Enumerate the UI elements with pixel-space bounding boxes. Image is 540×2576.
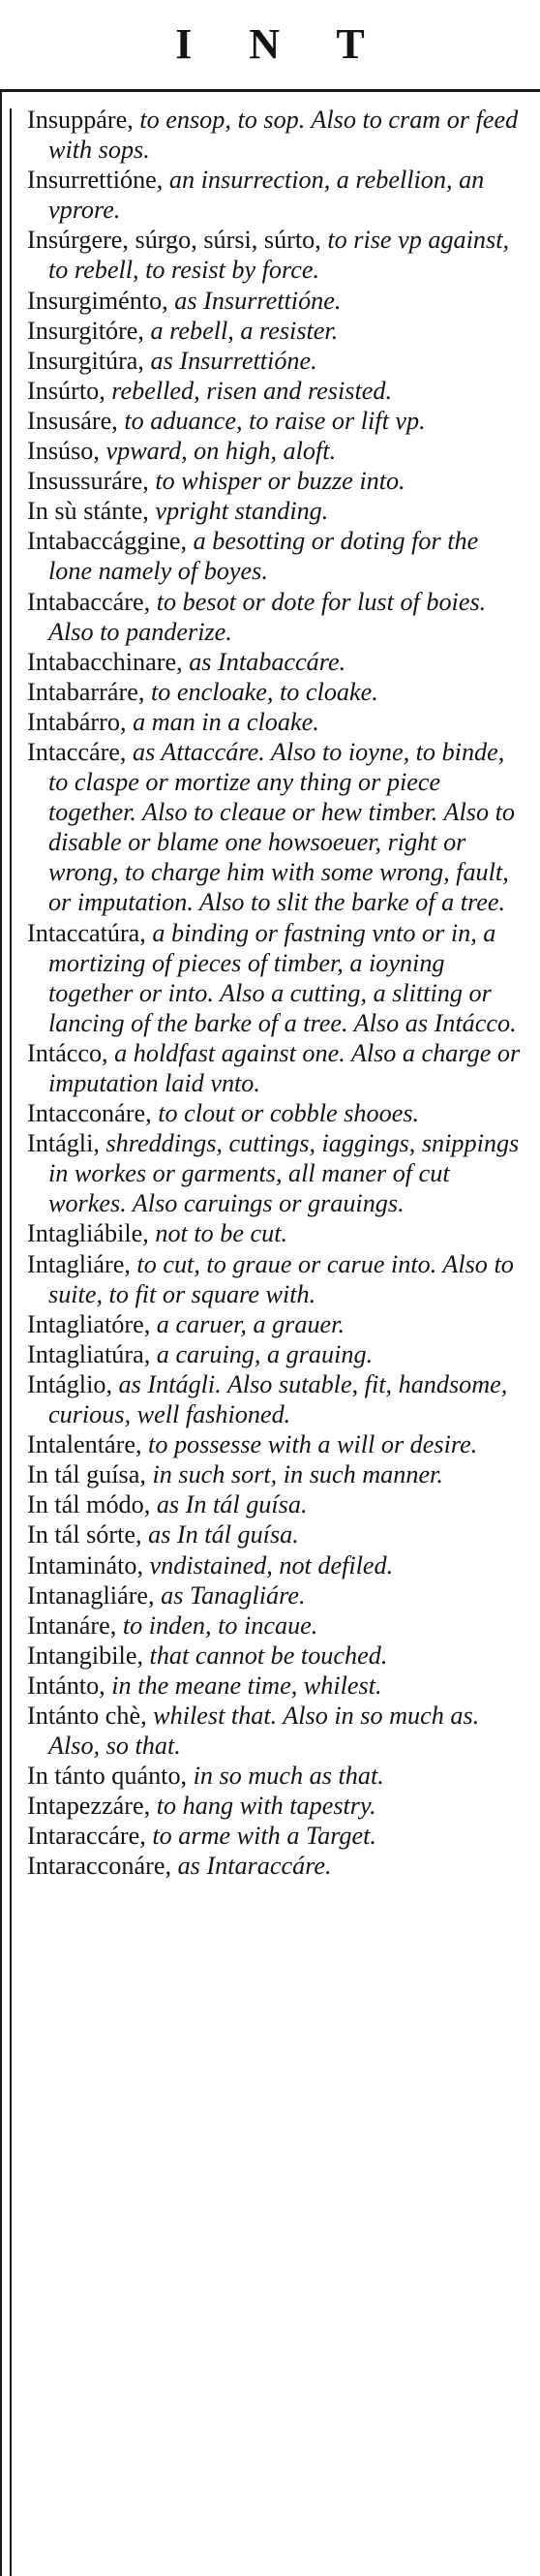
definition: a holdfast against one. Also a charge or imputation laid vnto. (48, 1038, 521, 1097)
definition: a caruer, a grauer. (150, 1309, 345, 1338)
definition: to hang with tapestry. (150, 1792, 376, 1821)
entry-list (27, 105, 525, 1882)
dictionary-entry (27, 1128, 525, 1218)
definition: shreddings, cuttings, iaggings, snippings in workes or garments, all maner of cut workes. Also caruings or grauings. (48, 1129, 520, 1218)
headword: Intabaccággine, (27, 527, 188, 556)
headword: Insurgiménto, (27, 286, 168, 315)
definition: not to be cut. (148, 1219, 288, 1248)
dictionary-entry (27, 1671, 525, 1701)
dictionary-entry (27, 165, 525, 225)
dictionary-entry (27, 1309, 525, 1339)
definition: vpward, on high, aloft. (99, 437, 337, 466)
dictionary-entry (27, 1249, 525, 1309)
dictionary-entry (27, 406, 525, 436)
dictionary-entry (27, 1550, 525, 1580)
dictionary-entry (27, 1459, 525, 1489)
dictionary-entry (27, 346, 525, 376)
headword: Intamináto, (27, 1550, 143, 1579)
dictionary-entry (27, 1610, 525, 1641)
dictionary-entry (27, 466, 525, 496)
headword: Insurgitóre, (27, 316, 144, 345)
definition: as Intabaccáre. (182, 647, 346, 676)
definition: to rise vp against, to rebell, to resist by force. (48, 226, 510, 285)
dictionary-entry (27, 526, 525, 586)
definition: vndistained, not defiled. (143, 1550, 394, 1579)
dictionary-entry (27, 1098, 525, 1128)
headword: Intabaccáre, (27, 587, 151, 616)
definition: as Intaraccáre. (171, 1852, 332, 1881)
definition: to arme with a Target. (145, 1822, 376, 1851)
dictionary-entry (27, 647, 525, 677)
dictionary-entry (27, 1038, 525, 1098)
headword: Intágli, (27, 1129, 100, 1158)
dictionary-entry (27, 436, 525, 466)
definition: to cut, to graue or carue into. Also to suite, to fit or square with. (48, 1249, 514, 1308)
definition: as In tál guísa. (150, 1490, 308, 1519)
headword: Insúrgere, súrgo, súrsi, súrto, (27, 226, 321, 255)
definition: to encloake, to cloake. (144, 677, 378, 706)
headword: Intácco, (27, 1038, 108, 1067)
dictionary-entry (27, 1369, 525, 1429)
dictionary-entry (27, 1701, 525, 1761)
headword: Insúso, (27, 437, 100, 466)
dictionary-entry (27, 225, 525, 285)
dictionary-entry (27, 1821, 525, 1851)
headword: Intaccatúra, (27, 918, 146, 947)
dictionary-entry (27, 587, 525, 647)
definition: a binding or fastning vnto or in, a mortizing of pieces of timber, a ioyning together or into. Also a cutting, a slitting or lancing of the barke of a tree. Also as Intácco. (48, 918, 517, 1037)
headword: Intalentáre, (27, 1430, 142, 1459)
definition: rebelled, risen and resisted. (105, 376, 393, 405)
page-header: I N T (175, 20, 388, 68)
headword: Insurrettióne, (27, 166, 164, 195)
dictionary-entry (27, 1339, 525, 1369)
inner-column-rule (10, 108, 12, 2576)
header-rule (0, 89, 540, 92)
dictionary-entry (27, 1218, 525, 1248)
headword: Intanáre, (27, 1610, 117, 1640)
headword: In tál guísa, (27, 1460, 146, 1489)
dictionary-entry (27, 376, 525, 406)
definition: a man in a cloake. (126, 707, 319, 736)
definition: as Insurrettióne. (167, 286, 342, 315)
dictionary-entry (27, 737, 525, 918)
headword: In tál sórte, (27, 1520, 142, 1549)
definition: in such sort, in such manner. (145, 1460, 443, 1489)
dictionary-entry (27, 316, 525, 346)
definition: vpright standing. (148, 497, 329, 526)
dictionary-entry (27, 105, 525, 165)
definition: to inden, to incaue. (116, 1610, 318, 1640)
headword: Insúrto, (27, 376, 105, 405)
headword: In tál módo, (27, 1490, 151, 1519)
headword: Intagliábile, (27, 1219, 149, 1248)
headword: Intagliáre, (27, 1249, 131, 1278)
definition: in so much as that. (187, 1762, 384, 1791)
headword: Intagliatóre, (27, 1309, 151, 1338)
definition: whilest that. Also in so much as. Also, so that. (48, 1701, 480, 1761)
definition: as Tanagliáre. (154, 1580, 306, 1610)
dictionary-entry (27, 1580, 525, 1610)
dictionary-entry (27, 1489, 525, 1519)
dictionary-entry (27, 1519, 525, 1549)
headword: Insussuráre, (27, 467, 149, 496)
definition: to clout or cobble shooes. (151, 1099, 420, 1128)
headword: Insurgitúra, (27, 346, 144, 375)
definition: to besot or dote for lust of boies. Also to panderize. (48, 587, 487, 646)
headword: Intaraccáre, (27, 1822, 146, 1851)
headword: Intanagliáre, (27, 1580, 155, 1610)
headword: Intabarráre, (27, 677, 145, 706)
headword: Intaracconáre, (27, 1852, 172, 1881)
definition: a caruing, a grauing. (150, 1339, 374, 1368)
dictionary-entry (27, 918, 525, 1038)
headword: Intánto chè, (27, 1701, 147, 1730)
dictionary-entry (27, 1641, 525, 1671)
definition: as Insurrettióne. (143, 346, 317, 375)
headword: In tánto quánto, (27, 1762, 188, 1791)
headword: Intabárro, (27, 707, 127, 736)
dictionary-entry (27, 286, 525, 316)
definition: in the meane time, whilest. (105, 1671, 382, 1700)
headword: In sù stánte, (27, 497, 149, 526)
dictionary-entry (27, 707, 525, 737)
dictionary-entry (27, 1851, 525, 1881)
headword: Intáglio, (27, 1369, 112, 1398)
headword: Intánto, (27, 1671, 105, 1700)
headword: Intabacchinare, (27, 647, 183, 676)
dictionary-entry (27, 496, 525, 526)
headword: Intagliatúra, (27, 1339, 151, 1368)
definition: to possesse with a will or desire. (141, 1430, 478, 1459)
headword: Intaccáre, (27, 737, 127, 766)
headword: Intangibile, (27, 1641, 143, 1670)
dictionary-entry (27, 1791, 525, 1821)
definition: a besotting or doting for the lone namely of boyes. (48, 527, 479, 586)
left-column-rule (0, 89, 2, 2576)
definition: a rebell, a resister. (143, 316, 339, 345)
definition: as Attaccáre. Also to ioyne, to binde, to claspe or mortize any thing or piece together. Also to cleaue or hew timber. Also to disable or blame one howsoeuer, right or wrong, to charge him with some wrong, fault, or imputation. Also to slit the barke of a tree. (48, 737, 516, 917)
dictionary-entry (27, 1429, 525, 1459)
headword: Insusáre, (27, 406, 118, 435)
definition: to ensop, to sop. Also to cram or feed with sops. (48, 106, 519, 165)
definition: as Intágli. Also sutable, fit, handsome, curious, well fashioned. (48, 1369, 508, 1429)
definition: an insurrection, a rebellion, an vprore. (48, 166, 485, 225)
dictionary-entry (27, 677, 525, 707)
dictionary-entry (27, 1761, 525, 1791)
definition: to whisper or buzze into. (148, 467, 405, 496)
definition: as In tál guísa. (141, 1520, 299, 1549)
definition: to aduance, to raise or lift vp. (117, 406, 426, 435)
headword: Intacconáre, (27, 1099, 152, 1128)
headword: Insuppáre, (27, 106, 134, 134)
definition: that cannot be touched. (143, 1641, 388, 1670)
headword: Intapezzáre, (27, 1792, 151, 1821)
